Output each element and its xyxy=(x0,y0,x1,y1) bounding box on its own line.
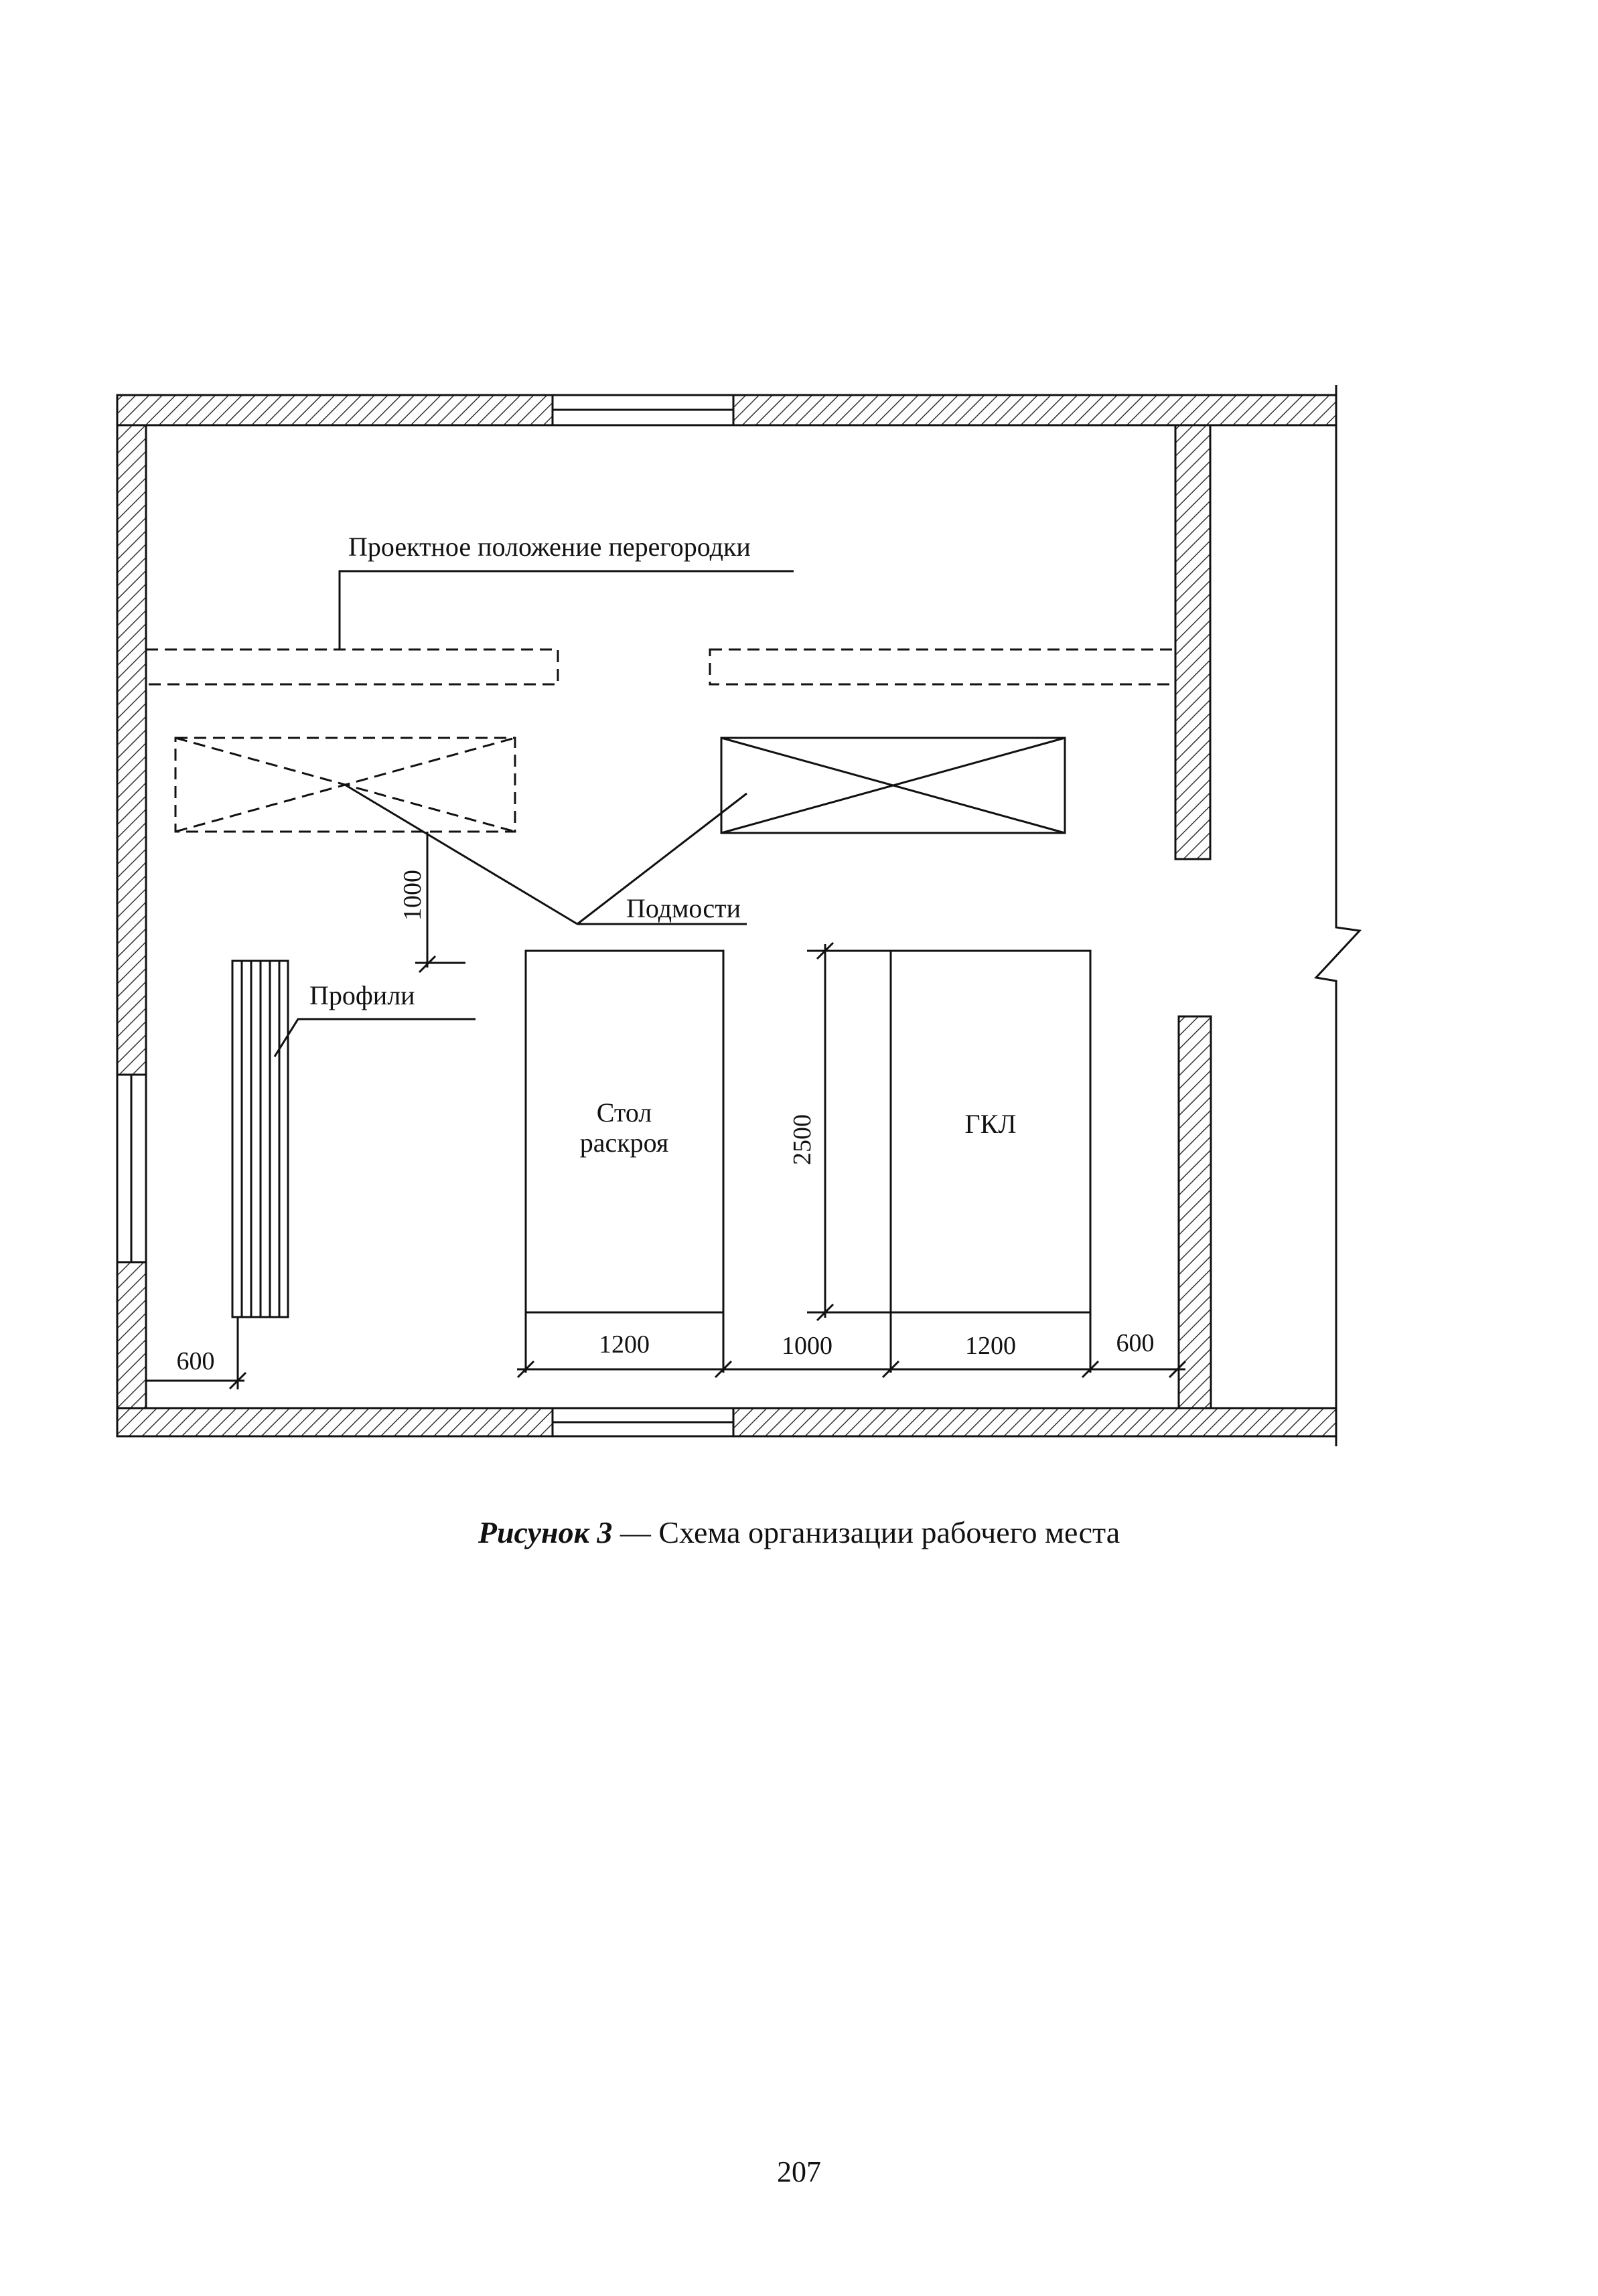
profiles-leader xyxy=(275,1019,476,1057)
wall-left-lower xyxy=(117,1262,146,1408)
dim-wall-gap-left-text: 600 xyxy=(176,1347,215,1375)
dim-chain-bottom xyxy=(517,1361,1185,1377)
break-line xyxy=(1316,385,1360,1446)
dim-gkl-length xyxy=(807,943,891,1320)
dim-profile-gap-text: 1000 xyxy=(398,870,427,921)
gkl-label: ГКЛ xyxy=(964,1109,1017,1139)
profiles-label: Профили xyxy=(309,980,415,1010)
dim-aisle: 1000 xyxy=(782,1332,832,1360)
figure-caption-dash: — xyxy=(612,1515,659,1549)
wall-inner-upper xyxy=(1175,425,1210,859)
dim-wall-gap-right: 600 xyxy=(1116,1329,1155,1357)
profiles-stack xyxy=(232,961,288,1317)
figure-caption-text: Схема организации рабочего места xyxy=(658,1515,1120,1549)
gkl-sheet xyxy=(891,951,1090,1373)
page-number: 207 xyxy=(777,2155,821,2188)
table-label-line2: раскроя xyxy=(579,1128,669,1158)
wall-bottom-left xyxy=(117,1408,553,1436)
dim-gkl-width: 1200 xyxy=(965,1332,1016,1360)
scaffold-right xyxy=(721,738,1065,833)
figure-caption xyxy=(0,1515,1598,1550)
cutting-table xyxy=(526,951,723,1373)
figure-caption-label: Рисунок 3 xyxy=(478,1515,613,1549)
wall-top-left xyxy=(117,395,553,425)
wall-top-right xyxy=(733,395,1336,425)
table-label-line1: Стол xyxy=(596,1097,652,1128)
partition-label: Проектное положение перегородки xyxy=(348,532,751,562)
wall-inner-lower xyxy=(1179,1016,1211,1408)
dim-gkl-length-text: 2500 xyxy=(788,1114,816,1165)
scaffolds-label: Подмости xyxy=(626,893,741,923)
wall-bottom-right xyxy=(733,1408,1336,1436)
partition-design-position xyxy=(146,649,1175,684)
wall-left-upper xyxy=(117,425,146,1075)
dim-table-width: 1200 xyxy=(599,1330,650,1359)
partition-leader xyxy=(340,571,794,649)
